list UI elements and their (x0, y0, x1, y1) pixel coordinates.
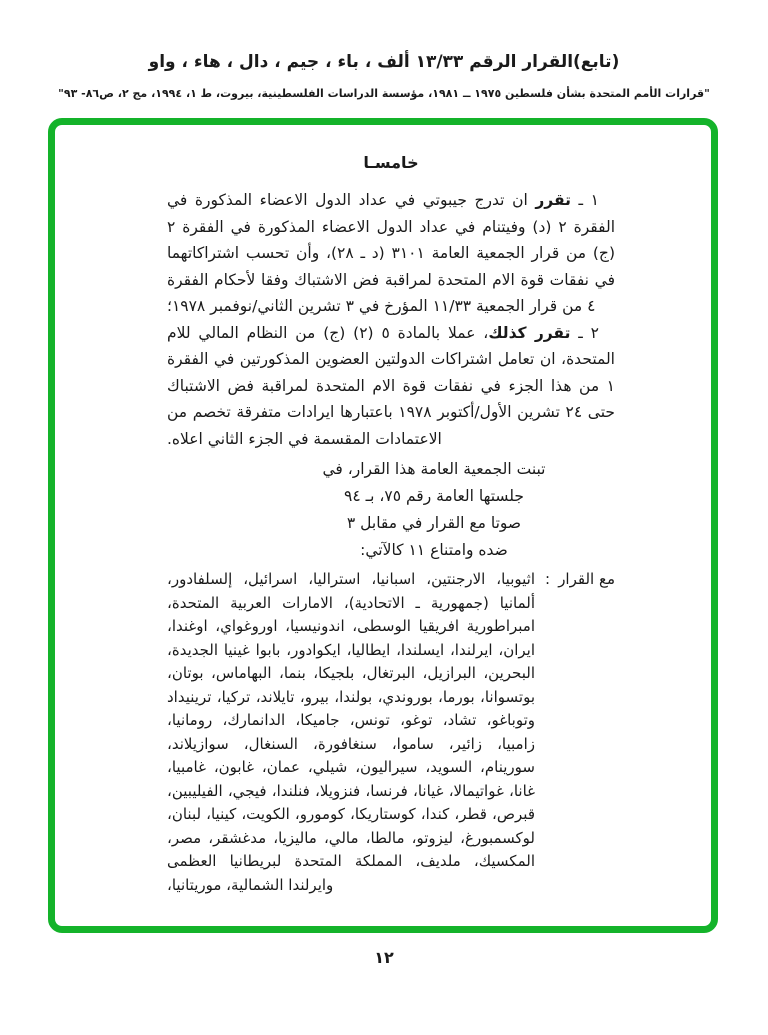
adoption-line: صوتا مع القرار في مقابل ٣ (346, 514, 522, 532)
paragraph-text: ، عملا بالمادة ٥ (٢) (ج) من النظام المالي للام المتحدة، ان تعامل اشتراكات الدولتين العضوين المذكورتين في الفقرة ١ من هذا الجزء في نفقات قوة الام المتحدة لمراقبة فض الاشتباك حتى ٢٤ تشرين الأول/أكتوبر ١٩٧٨ باعتبارها ايرادات متفرقة تخصم من الاعتمادات المقسمة في الجزء الثاني اعلاه. (167, 323, 615, 448)
paragraph-keyword: تقرر كذلك (488, 323, 571, 342)
vote-countries-list: اثيوبيا، الارجنتين، اسبانيا، استراليا، اسرائيل، إلسلفادور، ألمانيا (جمهورية ـ الاتحادية)، الامارات العربية المتحدة، امبراطورية افريقيا الوسطى، اندونيسيا، اوروغواي، اوغندا، ايران، ايرلندا، ايسلندا، ايطاليا، ايكوادور، بابوا غينيا الجديدة، البحرين، البرازيل، البرتغال، بلجيكا، بنما، البهاماس، بوتان، بوتسوانا، بورما، بوروندي، بولندا، بيرو، تايلاند، تركيا، ترينيداد وتوباغو، تشاد، توغو، تونس، جاميكا، الدانمارك، رومانيا، زامبيا، زائير، ساموا، سنغافورة، السنغال، سوازيلاند، سورينام، السويد، سيراليون، شيلي، عمان، غابون، غامبيا، غانا، غواتيمالا، غيانا، فرنسا، فنزويلا، فنلندا، فيجي، الفيليبين، قبرص، قطر، كندا، كوستاريكا، كومورو، الكويت، كينيا، لبنان، لوكسمبورغ، ليزوتو، مالطا، مالي، ماليزيا، مدغشقر، مصر، المكسيك، ملديف، المملكة المتحدة لبريطانيا العظمى وايرلندا الشمالية، موريتانيا، (167, 570, 535, 894)
adoption-line: تبنت الجمعية العامة هذا القرار، في (322, 460, 546, 478)
body-paragraph-2 (167, 320, 615, 453)
adoption-line: ضده وامتناع ١١ كالآتي: (360, 541, 508, 559)
paragraph-keyword: تقرر (535, 191, 571, 209)
section-title: خامسـا (363, 153, 419, 172)
paragraph-number: ١ ـ (570, 191, 599, 209)
paragraph-text: ان تدرج جيبوتي في عداد الدول الاعضاء المذكورة في الفقرة ٢ (د) وفيتنام في عداد الدول الاعضاء المذكورة في الفقرة ٢ (ج) من قرار الجمعية العامة ٣١٠١ (د ـ ٢٨)، وأن تحسب اشتراكاتهما في نفقات قوة الام المتحدة لمراقبة فض الاشتباك وفقا لأحكام الفقرة ٤ من قرار الجمعية ١١/٣٣ المؤرخ في ٣ تشرين الثاني/نوفمبر ١٩٧٨؛ (167, 191, 615, 315)
header-decision-title: (تابع)القرار الرقم ١٣/٣٣ ألف ، باء ، جيم ، دال ، هاء ، واو (148, 52, 620, 72)
vote-label (535, 568, 615, 897)
scanned-page-content (55, 125, 711, 897)
page-header (0, 52, 768, 100)
adoption-line: جلستها العامة رقم ٧٥، بـ ٩٤ (344, 487, 524, 505)
header-source-citation: "قرارات الأمم المتحدة بشأن فلسطين ١٩٧٥ ــ ١٩٨١، مؤسسة الدراسات الفلسطينية، بيروت، ط ١، ١٩٩٤، مج ٢، ص٨٦- ٩٣" (58, 87, 710, 100)
adoption-note (291, 456, 577, 564)
vote-with-resolution-row (167, 568, 615, 897)
body-paragraph-1 (167, 187, 615, 320)
vote-label-colon: : (545, 570, 551, 588)
scanned-page-frame (48, 118, 718, 933)
page-number: ١٢ (374, 948, 394, 967)
paragraph-number: ٢ ـ (570, 323, 599, 342)
vote-label-text: مع القرار (558, 570, 615, 588)
